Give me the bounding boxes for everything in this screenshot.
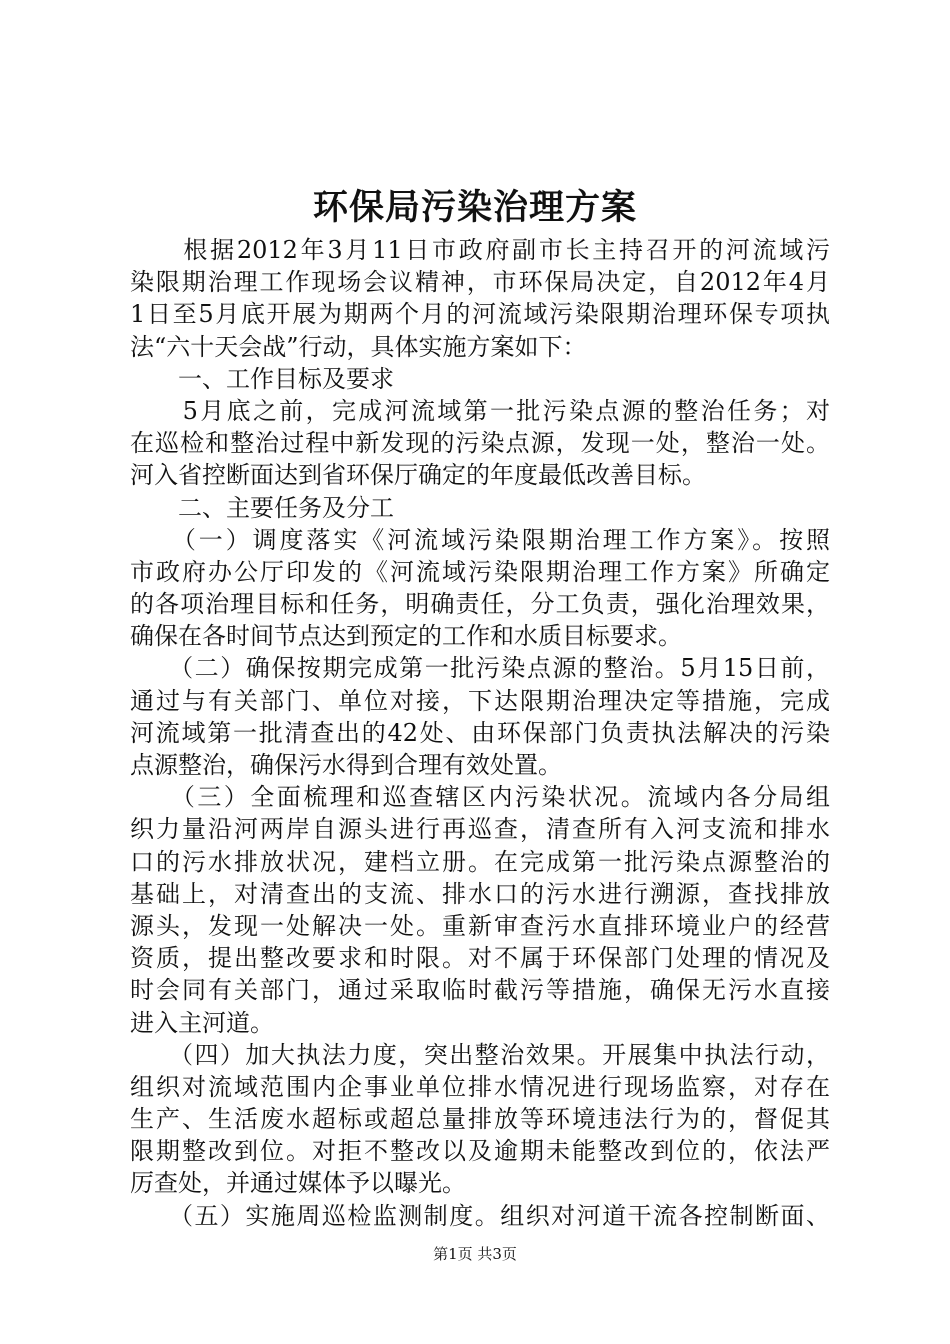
body-line: （一）调度落实《河流域污染限期治理工作方案》。按照 xyxy=(130,525,830,554)
body-line: 在巡检和整治过程中新发现的污染点源，发现一处，整治一处。 xyxy=(130,429,830,458)
body-line: 源头，发现一处解决一处。重新审查污水直排环境业户的经营 xyxy=(130,911,830,940)
body-line: （三）全面梳理和巡查辖区内污染状况。流域内各分局组 xyxy=(130,783,830,812)
body-line: 时会同有关部门，通过采取临时截污等措施，确保无污水直接 xyxy=(130,976,830,1005)
body-line: 点源整治，确保污水得到合理有效处置。 xyxy=(130,751,562,779)
body-line: 二、主要任务及分工 xyxy=(130,493,394,522)
body-line: 确保在各时间节点达到预定的工作和水质目标要求。 xyxy=(130,622,682,651)
body-line: 1日至5月底开展为期两个月的河流域污染限期治理环保专项执 xyxy=(130,300,830,329)
body-line: （四）加大执法力度，突出整治效果。开展集中执法行动， xyxy=(130,1040,830,1069)
body-line: 进入主河道。 xyxy=(130,1008,274,1037)
body-line: （五）实施周巡检监测制度。组织对河道干流各控制断面、 xyxy=(130,1201,830,1230)
body-line: 的各项治理目标和任务，明确责任，分工负责，强化治理效果， xyxy=(130,590,830,619)
body-line: 根据2012年3月11日市政府副市长主持召开的河流域污 xyxy=(130,236,830,264)
body-line: 染限期治理工作现场会议精神，市环保局决定，自2012年4月 xyxy=(130,268,830,297)
document-body xyxy=(130,234,830,1232)
body-line: （二）确保按期完成第一批污染点源的整治。5月15日前， xyxy=(130,654,830,683)
body-line: 生产、生活废水超标或超总量排放等环境违法行为的，督促其 xyxy=(130,1105,830,1134)
body-line: 厉查处，并通过媒体予以曝光。 xyxy=(130,1169,466,1198)
body-line: 组织对流域范围内企事业单位排水情况进行现场监察，对存在 xyxy=(130,1072,830,1101)
body-line: 通过与有关部门、单位对接，下达限期治理决定等措施，完成 xyxy=(130,686,830,715)
body-line: 法“六十天会战”行动，具体实施方案如下： xyxy=(130,332,587,361)
body-line: 织力量沿河两岸自源头进行再巡查，清查所有入河支流和排水 xyxy=(130,815,830,844)
body-line: 基础上，对清查出的支流、排水口的污水进行溯源，查找排放 xyxy=(130,879,830,908)
document-title: 环保局污染治理方案 xyxy=(312,187,637,228)
body-line: 5月底之前，完成河流域第一批污染点源的整治任务；对 xyxy=(130,396,830,425)
body-line: 一、工作目标及要求 xyxy=(130,364,394,393)
page-footer: 第1页 共3页 xyxy=(433,1245,517,1263)
body-line: 口的污水排放状况，建档立册。在完成第一批污染点源整治的 xyxy=(130,847,830,876)
body-line: 限期整改到位。对拒不整改以及逾期未能整改到位的，依法严 xyxy=(130,1137,830,1166)
body-line: 河入省控断面达到省环保厅确定的年度最低改善目标。 xyxy=(130,461,706,490)
body-line: 资质，提出整改要求和时限。对不属于环保部门处理的情况及 xyxy=(130,944,830,973)
body-line: 河流域第一批清查出的42处、由环保部门负责执法解决的污染 xyxy=(130,718,830,747)
body-line: 市政府办公厅印发的《河流域污染限期治理工作方案》所确定 xyxy=(130,557,830,586)
